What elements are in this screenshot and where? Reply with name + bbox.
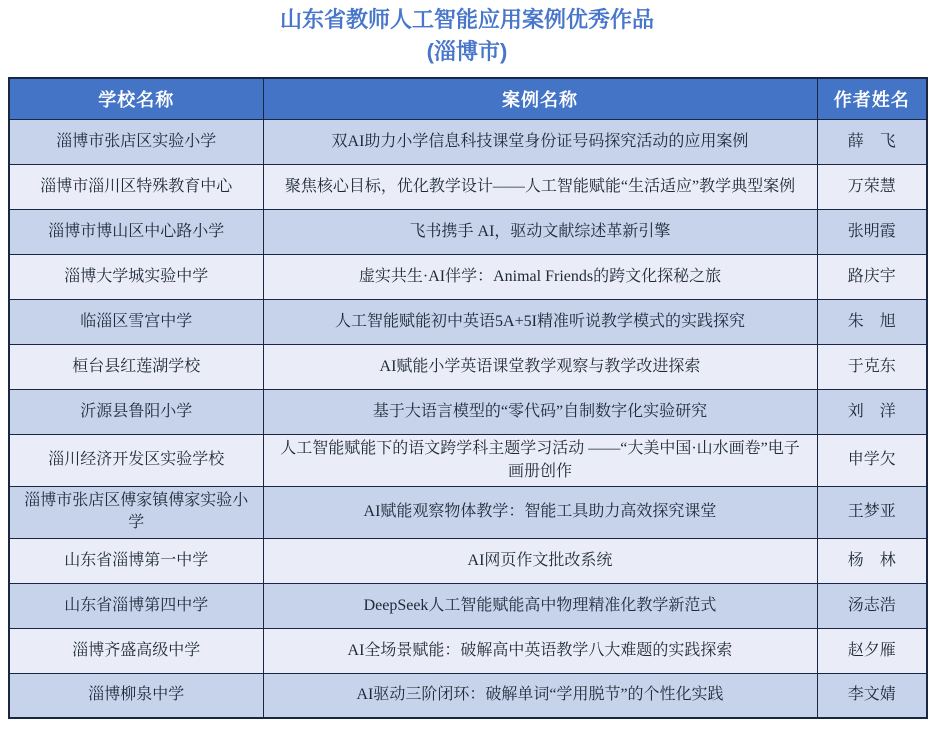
author-cell: 万荣慧: [817, 165, 927, 210]
author-cell: 刘 洋: [817, 390, 927, 435]
case-cell: AI赋能观察物体教学：智能工具助力高效探究课堂: [263, 487, 817, 539]
school-cell: 淄博市博山区中心路小学: [9, 210, 263, 255]
school-cell: 山东省淄博第四中学: [9, 583, 263, 628]
table-row: [9, 673, 927, 718]
table-row: [9, 300, 927, 345]
school-cell: 沂源县鲁阳小学: [9, 390, 263, 435]
table-row: [9, 538, 927, 583]
case-cell: AI赋能小学英语课堂教学观察与教学改进探索: [263, 345, 817, 390]
header-case: 案例名称: [263, 78, 817, 120]
case-cell: 双AI助力小学信息科技课堂身份证号码探究活动的应用案例: [263, 120, 817, 165]
case-cell: 飞书携手 AI，驱动文献综述革新引擎: [263, 210, 817, 255]
header-school: 学校名称: [9, 78, 263, 120]
author-cell: 杨 林: [817, 538, 927, 583]
author-cell: 申学欠: [817, 435, 927, 487]
school-cell: 淄川经济开发区实验学校: [9, 435, 263, 487]
case-cell: AI驱动三阶闭环：破解单词“学用脱节”的个性化实践: [263, 673, 817, 718]
table-row: [9, 435, 927, 487]
header-row: [9, 78, 927, 120]
author-cell: 汤志浩: [817, 583, 927, 628]
author-cell: 李文婧: [817, 673, 927, 718]
table-body: [9, 120, 927, 719]
case-cell: DeepSeek人工智能赋能高中物理精准化教学新范式: [263, 583, 817, 628]
table-row: [9, 583, 927, 628]
author-cell: 朱 旭: [817, 300, 927, 345]
case-cell: 人工智能赋能初中英语5A+5I精准听说教学模式的实践探究: [263, 300, 817, 345]
author-cell: 薛 飞: [817, 120, 927, 165]
page-title-line2: (淄博市): [426, 38, 508, 64]
header-author: 作者姓名: [817, 78, 927, 120]
case-cell: 虚实共生·AI伴学：Animal Friends的跨文化探秘之旅: [263, 255, 817, 300]
case-cell: 人工智能赋能下的语文跨学科主题学习活动 ——“大美中国·山水画卷”电子画册创作: [263, 435, 817, 487]
school-cell: 淄博市张店区傅家镇傅家实验小学: [9, 487, 263, 539]
school-cell: 淄博大学城实验中学: [9, 255, 263, 300]
author-cell: 王梦亚: [817, 487, 927, 539]
table-row: [9, 120, 927, 165]
table-row: [9, 210, 927, 255]
case-cell: 基于大语言模型的“零代码”自制数字化实验研究: [263, 390, 817, 435]
case-cell: AI网页作文批改系统: [263, 538, 817, 583]
school-cell: 淄博市淄川区特殊教育中心: [9, 165, 263, 210]
case-cell: AI全场景赋能：破解高中英语教学八大难题的实践探索: [263, 628, 817, 673]
author-cell: 赵夕雁: [817, 628, 927, 673]
author-cell: 于克东: [817, 345, 927, 390]
author-cell: 张明霞: [817, 210, 927, 255]
awards-table: [8, 77, 928, 720]
school-cell: 淄博齐盛高级中学: [9, 628, 263, 673]
table-row: [9, 345, 927, 390]
page-title: [0, 0, 934, 68]
school-cell: 淄博市张店区实验小学: [9, 120, 263, 165]
table-row: [9, 255, 927, 300]
school-cell: 山东省淄博第一中学: [9, 538, 263, 583]
table-row: [9, 628, 927, 673]
author-cell: 路庆宇: [817, 255, 927, 300]
school-cell: 临淄区雪宫中学: [9, 300, 263, 345]
school-cell: 桓台县红莲湖学校: [9, 345, 263, 390]
school-cell: 淄博柳泉中学: [9, 673, 263, 718]
table-header: [9, 78, 927, 120]
table-row: [9, 165, 927, 210]
table-row: [9, 390, 927, 435]
page-title-line1: 山东省教师人工智能应用案例优秀作品: [279, 7, 654, 32]
case-cell: 聚焦核心目标，优化教学设计——人工智能赋能“生活适应”教学典型案例: [263, 165, 817, 210]
table-row: [9, 487, 927, 539]
